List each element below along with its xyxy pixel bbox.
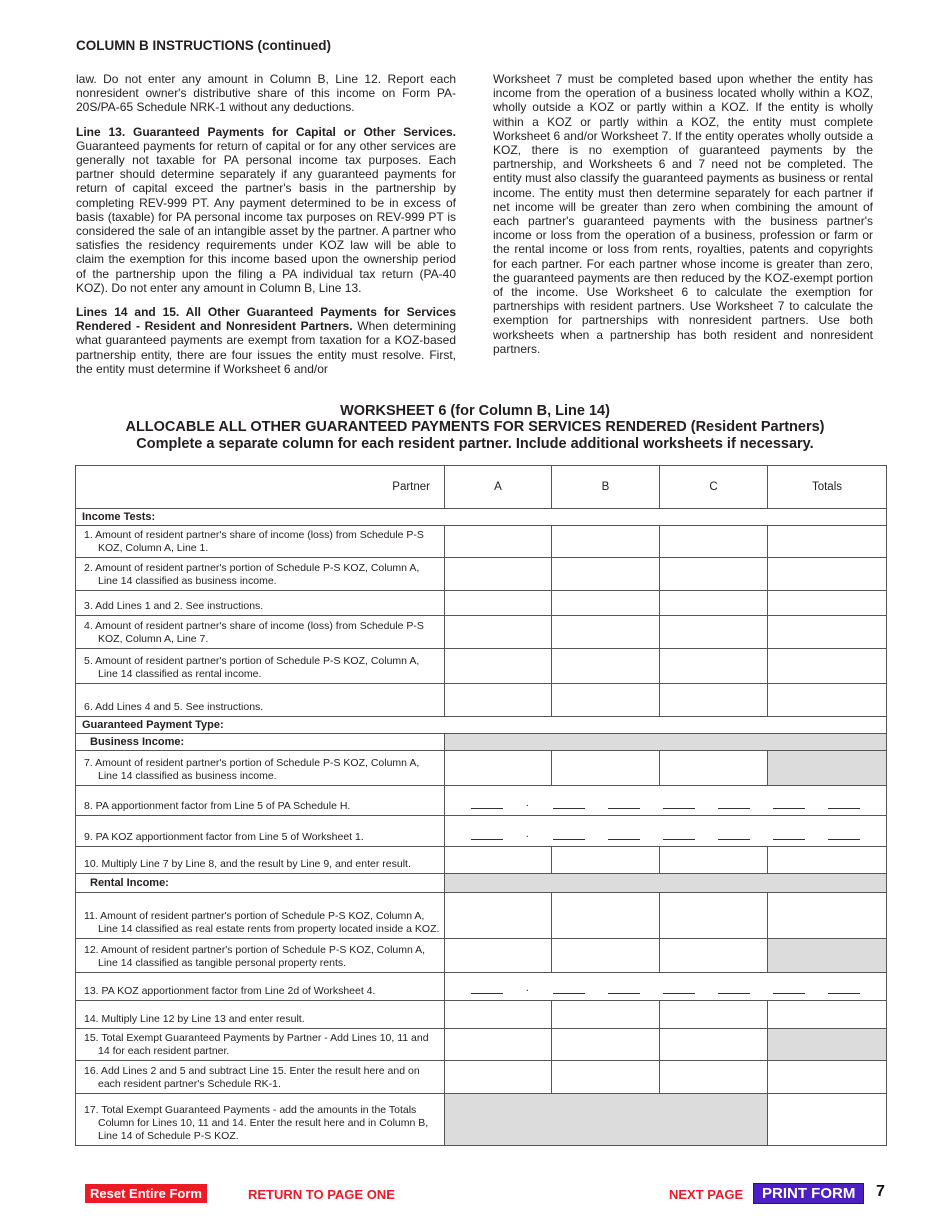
next-page-link[interactable]: NEXT PAGE <box>669 1187 744 1202</box>
paragraph: Worksheet 7 must be completed based upon whether the entity has income from the operation of a business located wholly within a KOZ, wholly outside a KOZ or partly within a KOZ. If the entity is wholly within a KOZ or partly within a KOZ, the entity must complete Worksheet 6 and/or Worksheet 7. If the entity operates wholly outside a KOZ, there is no exemption of guaranteed payments by the partnership, and Worksheets 6 and 7 need not be completed. The entity must also classify the guaranteed payments as business or rental income. The entity must then determine separately for each partner if net income will be greater than zero when combining the amount of each partner's guaranteed payments with the business partner's income or loss from the operation of a business, profession or farm or the rental income or loss from rents, royalties, patents and copyrights for each partner. For each partner whose income is greater than zero, the guaranteed payments are then reduced by the KOZ-exempt portion of the income. Use Worksheet 6 to calculate the exemption for partnerships with resident partners. Use Worksheet 7 to calculate the exemption for partnerships with nonresident partners. Use both worksheets when a partnership has both resident and nonresident partners. <box>493 72 873 356</box>
line-14-totals-input[interactable] <box>768 1001 887 1029</box>
line-10-totals-input[interactable] <box>768 847 887 874</box>
line-14-c-input[interactable] <box>660 1001 768 1029</box>
line-3-label: 3. Add Lines 1 and 2. See instructions. <box>76 591 445 616</box>
section-label: Guaranteed Payment Type: <box>76 717 887 734</box>
line-15-a-input[interactable] <box>445 1029 552 1061</box>
paragraph: law. Do not enter any amount in Column B, Line 12. Report each nonresident owner's distributive share of this income on Form PA-20S/PA-65 Schedule NRK-1 without any deductions. <box>76 72 456 115</box>
paragraph-text: When determining what guaranteed payments are exempt from taxation for a KOZ-based partnership entity, there are four issues the entity must resolve. First, the entity must determine if Worksheet 6 and/or <box>76 319 457 376</box>
line-7-c-input[interactable] <box>660 751 768 786</box>
shaded-cell <box>768 939 887 973</box>
line-7-label: 7. Amount of resident partner's portion of Schedule P-S KOZ, Column A, Line 14 classified as business income. <box>76 751 445 786</box>
decimal-point: . <box>525 982 529 994</box>
header-partner: Partner <box>76 466 445 509</box>
paragraph-title: Line 13. Guaranteed Payments for Capital or Other Services. <box>76 124 456 139</box>
line-8-label: 8. PA apportionment factor from Line 5 of PA Schedule H. <box>76 786 445 816</box>
line-4-a-input[interactable] <box>445 616 552 649</box>
paragraph <box>76 305 456 376</box>
line-2-label: 2. Amount of resident partner's portion of Schedule P-S KOZ, Column A, Line 14 classified as business income. <box>76 558 445 591</box>
line-10-a-input[interactable] <box>445 847 552 874</box>
line-11-c-input[interactable] <box>660 893 768 939</box>
line-2-c-input[interactable] <box>660 558 768 591</box>
line-4-b-input[interactable] <box>552 616 660 649</box>
line-12-c-input[interactable] <box>660 939 768 973</box>
line-15-label: 15. Total Exempt Guaranteed Payments by Partner - Add Lines 10, 11 and 14 for each resident partner. <box>76 1029 445 1061</box>
line-2-totals-input[interactable] <box>768 558 887 591</box>
line-14-label: 14. Multiply Line 12 by Line 13 and enter result. <box>76 1001 445 1029</box>
line-15-b-input[interactable] <box>552 1029 660 1061</box>
line-16-b-input[interactable] <box>552 1061 660 1094</box>
line-7-a-input[interactable] <box>445 751 552 786</box>
line-3-c-input[interactable] <box>660 591 768 616</box>
line-7-b-input[interactable] <box>552 751 660 786</box>
worksheet-subtitle: ALLOCABLE ALL OTHER GUARANTEED PAYMENTS FOR SERVICES RENDERED (Resident Partners) <box>125 419 825 435</box>
print-form-button[interactable]: PRINT FORM <box>753 1183 864 1204</box>
line-6-c-input[interactable] <box>660 684 768 717</box>
line-11-b-input[interactable] <box>552 893 660 939</box>
line-6-a-input[interactable] <box>445 684 552 717</box>
section-label: Rental Income: <box>76 874 445 893</box>
line-13-factor-input[interactable] <box>445 973 887 1001</box>
section-label: Business Income: <box>76 734 445 751</box>
line-4-totals-input[interactable] <box>768 616 887 649</box>
line-12-label: 12. Amount of resident partner's portion of Schedule P-S KOZ, Column A, Line 14 classified as tangible personal property rents. <box>76 939 445 973</box>
line-1-b-input[interactable] <box>552 526 660 558</box>
line-17-totals-input[interactable] <box>768 1094 887 1146</box>
line-11-totals-input[interactable] <box>768 893 887 939</box>
line-16-a-input[interactable] <box>445 1061 552 1094</box>
line-10-c-input[interactable] <box>660 847 768 874</box>
line-4-label: 4. Amount of resident partner's share of income (loss) from Schedule P-S KOZ, Column A, Line 7. <box>76 616 445 649</box>
line-13-label: 13. PA KOZ apportionment factor from Line 2d of Worksheet 4. <box>76 973 445 1001</box>
right-column <box>493 72 873 366</box>
line-16-label: 16. Add Lines 2 and 5 and subtract Line 15. Enter the result here and on each resident partner's Schedule RK-1. <box>76 1061 445 1094</box>
line-12-b-input[interactable] <box>552 939 660 973</box>
paragraph <box>76 125 456 295</box>
shaded-cell <box>768 1029 887 1061</box>
line-14-a-input[interactable] <box>445 1001 552 1029</box>
line-3-b-input[interactable] <box>552 591 660 616</box>
section-label: Income Tests: <box>76 509 887 526</box>
line-11-label: 11. Amount of resident partner's portion of Schedule P-S KOZ, Column A, Line 14 classified as real estate rents from property located inside a KOZ. <box>76 893 445 939</box>
worksheet-table <box>75 465 887 1146</box>
header-a: A <box>445 466 552 509</box>
shaded-cell <box>445 874 887 893</box>
left-column <box>76 72 456 386</box>
line-10-b-input[interactable] <box>552 847 660 874</box>
line-8-factor-input[interactable] <box>445 786 887 816</box>
line-5-totals-input[interactable] <box>768 649 887 684</box>
header-b: B <box>552 466 660 509</box>
line-2-b-input[interactable] <box>552 558 660 591</box>
line-10-label: 10. Multiply Line 7 by Line 8, and the result by Line 9, and enter result. <box>76 847 445 874</box>
line-6-totals-input[interactable] <box>768 684 887 717</box>
line-2-a-input[interactable] <box>445 558 552 591</box>
section-header: COLUMN B INSTRUCTIONS (continued) <box>76 38 331 53</box>
line-6-label: 6. Add Lines 4 and 5. See instructions. <box>76 684 445 717</box>
shaded-cell <box>445 1094 768 1146</box>
worksheet-note: Complete a separate column for each resident partner. Include additional worksheets if necessary. <box>136 436 814 452</box>
line-12-a-input[interactable] <box>445 939 552 973</box>
line-5-label: 5. Amount of resident partner's portion of Schedule P-S KOZ, Column A, Line 14 classified as rental income. <box>76 649 445 684</box>
shaded-cell <box>768 751 887 786</box>
line-16-c-input[interactable] <box>660 1061 768 1094</box>
paragraph-text: Guaranteed payments for return of capital or for any other services are generally not taxable for PA personal income tax purposes. Each partner should determine separately if any guaranteed payments for return of capital exceed the partner's basis in the partnership by completing REV-999 PT. Any payment determined to be in excess of basis (taxable) for PA personal income tax purposes on REV-999 PT is considered the sale of an intangible asset by the partner. A partner who satisfies the residency requirements under KOZ law will be able to claim the exemption for this income based upon the ownership period of the partnership upon the filing a PA individual tax return (PA-40 KOZ). Do not enter any amount in Column B, Line 13. <box>76 138 456 295</box>
line-5-c-input[interactable] <box>660 649 768 684</box>
reset-form-button[interactable]: Reset Entire Form <box>85 1184 207 1203</box>
line-11-a-input[interactable] <box>445 893 552 939</box>
line-6-b-input[interactable] <box>552 684 660 717</box>
line-9-factor-input[interactable] <box>445 816 887 847</box>
line-16-totals-input[interactable] <box>768 1061 887 1094</box>
header-c: C <box>660 466 768 509</box>
line-3-totals-input[interactable] <box>768 591 887 616</box>
header-totals: Totals <box>768 466 887 509</box>
shaded-cell <box>445 734 887 751</box>
decimal-point: . <box>525 828 529 840</box>
line-5-a-input[interactable] <box>445 649 552 684</box>
line-1-a-input[interactable] <box>445 526 552 558</box>
decimal-point: . <box>525 797 529 809</box>
return-to-page-one-link[interactable]: RETURN TO PAGE ONE <box>248 1187 395 1202</box>
line-15-c-input[interactable] <box>660 1029 768 1061</box>
line-1-totals-input[interactable] <box>768 526 887 558</box>
line-4-c-input[interactable] <box>660 616 768 649</box>
line-1-c-input[interactable] <box>660 526 768 558</box>
line-9-label: 9. PA KOZ apportionment factor from Line 5 of Worksheet 1. <box>76 816 445 847</box>
line-1-label: 1. Amount of resident partner's share of income (loss) from Schedule P-S KOZ, Column A, Line 1. <box>76 526 445 558</box>
line-14-b-input[interactable] <box>552 1001 660 1029</box>
line-5-b-input[interactable] <box>552 649 660 684</box>
worksheet-title: WORKSHEET 6 (for Column B, Line 14) <box>340 403 610 419</box>
paragraph-title: Lines 14 and 15. All Other Guaranteed Payments for Services Rendered - Resident and Nonresident Partners. <box>76 305 456 334</box>
line-3-a-input[interactable] <box>445 591 552 616</box>
line-17-label: 17. Total Exempt Guaranteed Payments - add the amounts in the Totals Column for Lines 10, 11 and 14. Enter the result here and in Column B, Line 14 of Schedule P-S KOZ. <box>76 1094 445 1146</box>
page-number: 7 <box>876 1183 885 1200</box>
